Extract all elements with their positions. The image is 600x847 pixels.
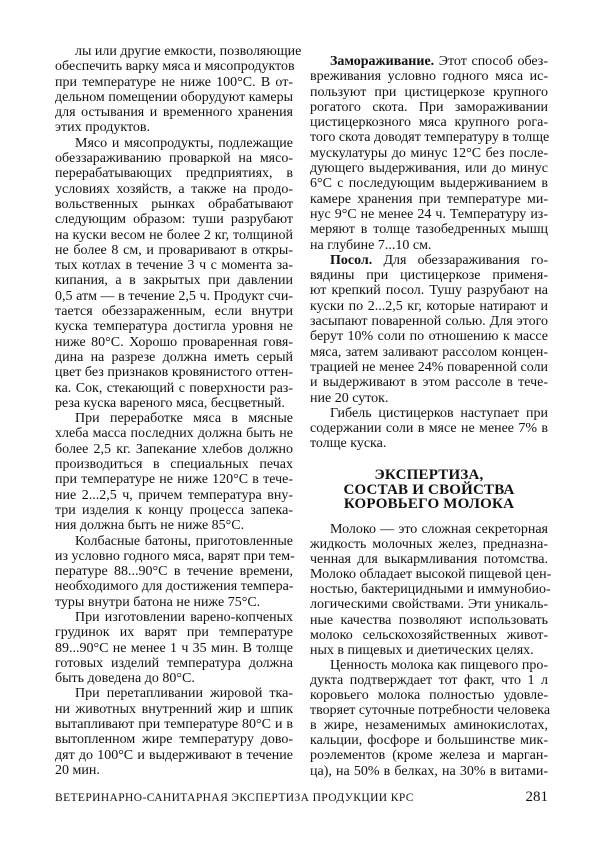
text-line: берут 10% соли по отношению к массе <box>310 329 548 345</box>
paragraph <box>55 610 293 686</box>
paragraph <box>310 54 548 253</box>
text-line: для остывания и временного хранения <box>55 105 293 121</box>
text-line: куска температура достигла уровня не <box>55 319 293 335</box>
text-line: логическими свойствами. Эти уникаль- <box>310 597 548 613</box>
paragraph <box>55 534 293 610</box>
text-line: меряют в толще тазобедренных мышц <box>310 222 548 238</box>
text-line: жидкость молочных желез, предназна- <box>310 537 548 553</box>
text-line: Молоко — это сложная секреторная <box>330 522 548 537</box>
right-column-bottom <box>310 522 552 779</box>
paragraph-lead: Посол. <box>330 252 373 268</box>
text-line <box>310 54 548 69</box>
text-line: 20 мин. <box>55 762 100 778</box>
paragraph <box>310 253 548 406</box>
text-line: лы или другие емкости, позволяющие <box>75 44 302 59</box>
text-line: Ценность молока как пищевого про- <box>330 657 548 673</box>
text-line: дующего выдерживания, или до минус <box>310 161 548 177</box>
text-line: При переработке мяса в мясные <box>75 411 293 427</box>
text-line: 89...90°С не менее 1 ч 35 мин. В толще <box>55 640 293 656</box>
text-line: обеззараживанию проваркой на мясо- <box>55 151 293 167</box>
paragraph <box>310 522 552 658</box>
text-line: туры внутри батона не ниже 75°С. <box>55 594 261 610</box>
text-line: три изделия к концу процесса запека- <box>55 502 293 518</box>
text-line: в жире, незаменимых аминокислотах, <box>310 718 548 734</box>
text-line: производиться в специальных печах <box>55 457 293 473</box>
text-line: при температуре не ниже 100°С. В от- <box>55 74 293 90</box>
text-line: нус 9°С не менее 24 ч. Температуру из- <box>310 206 548 222</box>
text-line: пользуют при цистицеркозе крупного <box>310 84 548 100</box>
text-line: дина на разрезе должна иметь серый <box>55 349 293 365</box>
text-line: мускулатуры до минус 12°С без после- <box>310 145 548 161</box>
text-line <box>310 253 548 268</box>
text-line: содержании соли в мясе не менее 7% в <box>310 421 548 437</box>
line-text: Для обеззараживания го- <box>372 252 548 268</box>
text-line: 0,5 атм — в течение 2,5 ч. Продукт счи- <box>55 288 293 304</box>
text-line: ют крепкий посол. Тушу разрубают на <box>310 283 548 299</box>
text-line: дельном помещении оборудуют камеры <box>55 89 293 105</box>
text-line: при температуре не ниже 120°С в тече- <box>55 472 293 488</box>
page-number: 281 <box>525 789 548 805</box>
heading-line: КОРОВЬЕГО МОЛОКА <box>343 496 515 513</box>
heading-line: СОСТАВ И СВОЙСТВА <box>343 481 515 498</box>
paragraph <box>55 136 293 411</box>
text-line: вядины при цистицеркозе применя- <box>310 268 548 284</box>
text-line: дукта подтверждает тот факт, что 1 л <box>310 672 548 688</box>
text-line: реза куска вареного мяса, бесцветный. <box>55 395 285 411</box>
right-column-top <box>310 54 548 452</box>
text-line: При перетапливании жировой тка- <box>75 686 293 702</box>
text-line: пературе 88...90°С в течение времени, <box>55 564 293 580</box>
text-line: Колбасные батоны, приготовленные <box>75 533 293 549</box>
text-line: ца), на 50% в белках, на 30% в витами- <box>310 763 548 779</box>
text-line: ностью, бактерицидными и иммунобио- <box>310 582 551 598</box>
text-line: цвет без признаков кровянистого оттен- <box>55 365 293 381</box>
line-text: Этот способ обез- <box>434 54 548 69</box>
text-line: вытопленном жире температуру дово- <box>55 732 293 748</box>
text-line: и выдерживают в этом рассоле в тече- <box>310 375 548 391</box>
text-line: камере хранения при температуре ми- <box>310 191 548 207</box>
text-line: молоко сельскохозяйственных живот- <box>310 627 548 643</box>
paragraph <box>55 686 293 778</box>
paragraph <box>310 657 551 779</box>
text-line: кипания, а в закрытых при давлении <box>55 273 293 289</box>
text-line: тается обеззараженным, если внутри <box>55 304 293 320</box>
text-line: ни животных внутренний жир и шпик <box>55 701 293 717</box>
heading-line: ЭКСПЕРТИЗА, <box>374 467 484 483</box>
running-footer-title: ВЕТЕРИНАРНО-САНИТАРНАЯ ЭКСПЕРТИЗА ПРОДУКЦИИ КРС <box>55 792 414 804</box>
text-line: этих продуктов. <box>55 120 150 136</box>
paragraph-lead: Замораживание. <box>330 54 435 69</box>
text-line: Мясо и мясопродукты, подлежащие <box>75 135 293 151</box>
text-line: на глубине 7...10 см. <box>310 237 432 253</box>
text-line: из условно годного мяса, варят при тем- <box>55 548 295 564</box>
text-line: толще куска. <box>310 436 387 452</box>
text-line: перерабатывающих предприятиях, в <box>55 166 293 182</box>
text-line: Молоко обладает высокой пищевой цен- <box>310 567 552 583</box>
text-line: 6°С с последующим выдерживанием в <box>310 176 548 192</box>
text-line: тых котлах в течение 3 ч с момента за- <box>55 258 293 274</box>
text-line: на куски весом не более 2 кг, толщиной <box>55 227 293 243</box>
paragraph <box>55 411 293 533</box>
text-line: ных в пищевых и диетических целях. <box>310 642 534 658</box>
text-line: обеспечить варку мяса и мясопродуктов <box>55 59 295 75</box>
text-line: ние 20 суток. <box>310 390 389 406</box>
paragraph <box>310 406 548 452</box>
text-line: рогатого скота. При замораживании <box>310 99 548 115</box>
text-line: ниже 80°С. Хорошо проваренная говя- <box>55 334 293 350</box>
text-line: необходимого для достижения темпера- <box>55 579 294 595</box>
text-line: роэлементов (кроме железа и марган- <box>310 748 548 764</box>
text-line: вытапливают при температуре 80°С и в <box>55 717 293 733</box>
text-line: ние 2...2,5 ч, причем температура вну- <box>55 487 293 503</box>
text-line: более 2,5 кг. Запекание хлебов должно <box>55 441 293 457</box>
text-line: вольственных рынках обрабатывают <box>55 196 293 212</box>
text-line: При изготовлении варено-копченых <box>75 609 293 625</box>
text-line: коровьего молока полностью удовле- <box>310 688 548 704</box>
text-line: не более 8 см, и проваривают в откры- <box>55 242 293 258</box>
text-line: куски по 2...2,5 кг, которые натирают и <box>310 298 548 314</box>
text-line: ные качества позволяют использовать <box>310 612 548 628</box>
text-line: ния должна быть не ниже 85°С. <box>55 518 245 534</box>
section-heading <box>310 468 548 512</box>
text-line: следующим образом: туши разрубают <box>55 212 293 228</box>
text-line: того скота доводят температуру в толще <box>310 130 550 146</box>
text-line: трацией не менее 24% поваренной соли <box>310 359 548 375</box>
text-line: готовых изделий температура должна <box>55 655 293 671</box>
text-line: мяса, затем заливают рассолом концен- <box>310 344 548 360</box>
text-line: кальции, фосфоре и большинстве мик- <box>310 733 548 749</box>
text-line: ка. Сок, стекающий с поверхности раз- <box>55 380 293 396</box>
text-line: вреживания условно годного мяса ис- <box>310 69 548 85</box>
text-line: хлеба масса последних должна быть не <box>55 426 293 442</box>
text-line: дят до 100°С и выдерживают в течение <box>55 747 293 763</box>
text-line: грудинок их варят при температуре <box>55 625 293 641</box>
text-line: условиях хозяйств, а также на продо- <box>55 181 293 197</box>
text-line: Гибель цистицерков наступает при <box>330 405 548 421</box>
text-line: ченная для выкармливания потомства. <box>310 552 548 568</box>
text-line: быть доведена до 80°С. <box>55 671 195 687</box>
paragraph <box>55 44 302 136</box>
left-column <box>55 44 302 778</box>
text-line: засыпают поваренной солью. Для этого <box>310 314 548 330</box>
text-line: цистицеркозного мяса крупного рога- <box>310 115 548 131</box>
text-line: творяет суточные потребности человека <box>310 703 551 719</box>
